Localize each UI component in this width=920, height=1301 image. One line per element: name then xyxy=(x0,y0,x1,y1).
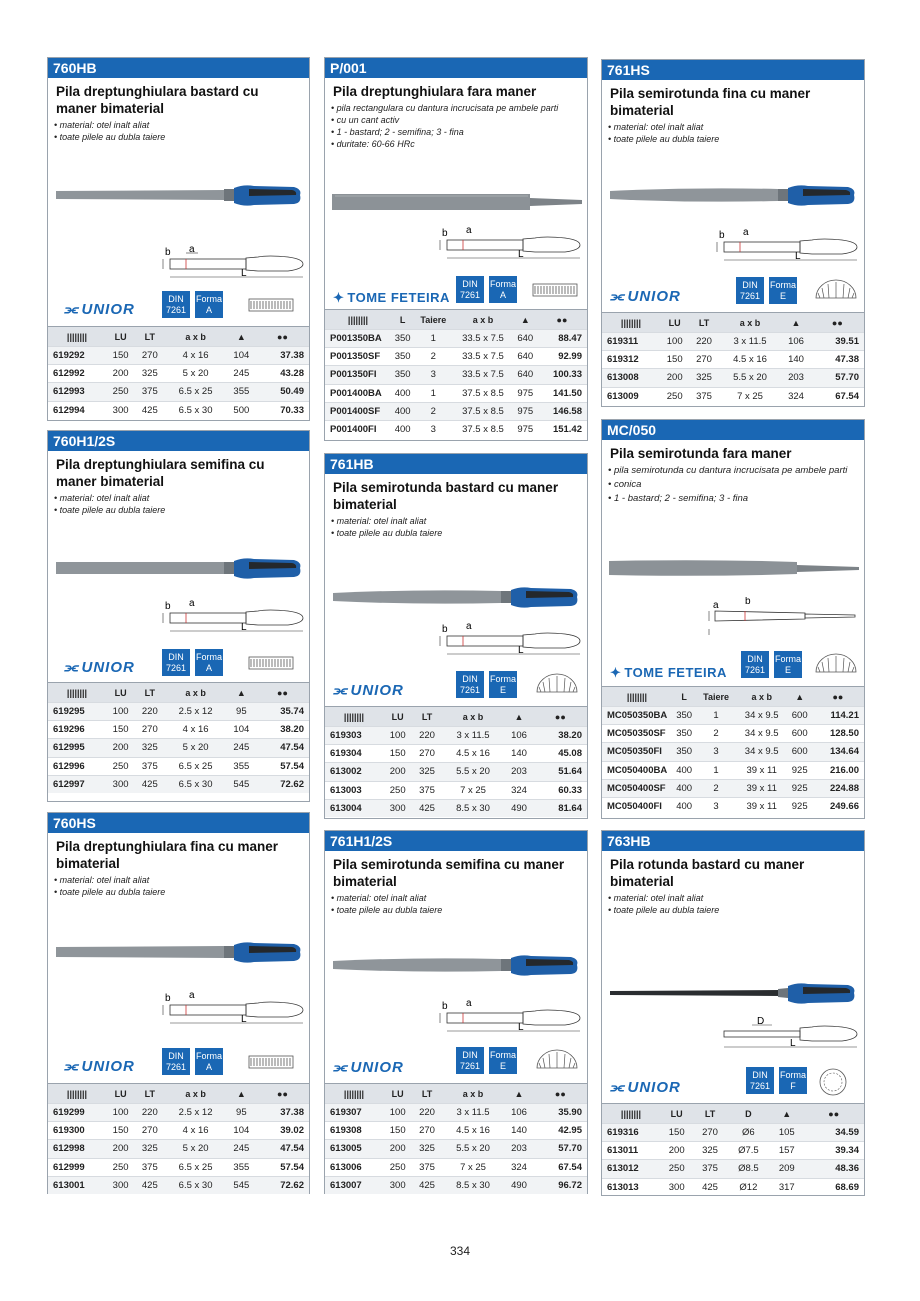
svg-text:L: L xyxy=(795,251,801,262)
file-with-handle-image xyxy=(54,556,304,581)
price-coins-icon: ●● xyxy=(256,683,309,703)
weight-icon: ▲ xyxy=(504,1084,533,1104)
svg-text:L: L xyxy=(518,645,524,656)
forma-badge: Forma A xyxy=(195,1048,223,1075)
product-title: Pila semirotunda fina cu maner bimaterial xyxy=(610,86,811,118)
brand-logo-unior: ⫘ UNIOR xyxy=(610,288,681,305)
table-row: 613008 200 325 5.5 x 20 203 57.70 xyxy=(602,369,864,387)
price-coins-icon: ●● xyxy=(812,687,864,707)
bullet: • toate pilele au dubla taiere xyxy=(331,528,443,538)
table-row: 613009 250 375 7 x 25 324 67.54 xyxy=(602,387,864,405)
spec-table: |||||||| LU LT a x b ▲ ●● 619311 100 220 3 x 11.5 106 39.51 619312 150 270 4.5 x 16 140 47.38 613008 200 325 5.5 x 20 203 57.70 613009 250 375 7 x 25 324 67.54 xyxy=(602,312,864,405)
svg-text:b: b xyxy=(165,993,171,1004)
table-row: 613007 300 425 8.5 x 30 490 96.72 xyxy=(325,1176,587,1194)
svg-text:a: a xyxy=(743,228,749,238)
spec-table: |||||||| LU LT a x b ▲ ●● 619292 150 270 4 x 16 104 37.38 612992 200 325 5 x 20 245 43.28 612993 250 375 6.5 x 25 355 50.49 612994 300 425 6.5 x 30 500 70.33 xyxy=(48,326,309,419)
dimension-diagram xyxy=(158,245,308,285)
bullet: • material: otel inalt aliat xyxy=(608,122,704,132)
table-row: 613013 300 425 Ø12 317 68.69 xyxy=(602,1178,864,1196)
weight-icon: ▲ xyxy=(227,1084,256,1104)
table-row: 619311 100 220 3 x 11.5 106 39.51 xyxy=(602,333,864,351)
brand-logo-unior: ⫘ UNIOR xyxy=(333,682,404,699)
spec-table: |||||||| LU LT a x b ▲ ●● 619307 100 220 3 x 11.5 106 35.90 619308 150 270 4.5 x 16 140 42.95 613005 200 325 5.5 x 20 203 57.70 613006 250 375 7 x 25 324 67.54 613007 300 425 8.5 x 30 490 96.72 xyxy=(325,1083,587,1194)
product-card-761hb xyxy=(324,453,588,819)
product-card-760hb xyxy=(47,57,310,421)
product-title: Pila semirotunda bastard cu maner bimaterial xyxy=(333,480,559,512)
price-coins-icon: ●● xyxy=(534,707,587,727)
product-code: 760HB xyxy=(48,58,309,78)
svg-text:b: b xyxy=(165,601,171,612)
weight-icon: ▲ xyxy=(514,310,537,330)
bullet: • toate pilele au dubla taiere xyxy=(54,132,166,142)
table-row: MC050400BA 400 1 39 x 11 925 216.00 xyxy=(602,761,864,779)
table-row: 613012 250 375 Ø8.5 209 48.36 xyxy=(602,1160,864,1178)
table-row: 613002 200 325 5.5 x 20 203 51.64 xyxy=(325,763,587,781)
standard-badges xyxy=(162,649,223,676)
spec-table: |||||||| LU LT a x b ▲ ●● 619295 100 220 2.5 x 12 95 35.74 619296 150 270 4 x 16 104 38.20 612995 200 325 5 x 20 245 47.54 612996 250 375 6.5 x 25 355 57.54 612997 300 425 6.5 x 30 545 72.62 xyxy=(48,682,309,793)
unior-logo-icon: ⫘ xyxy=(64,659,79,676)
svg-text:a: a xyxy=(466,226,472,236)
table-row: 619316 150 270 Ø6 105 34.59 xyxy=(602,1124,864,1142)
bullet: • toate pilele au dubla taiere xyxy=(54,887,166,897)
product-card-763hb xyxy=(601,830,865,1196)
cut-pattern-rect-icon xyxy=(248,1055,294,1069)
weight-icon: ▲ xyxy=(227,683,256,703)
brand-logo-unior: ⫘ UNIOR xyxy=(333,1059,404,1076)
bullet: • pila rectangulara cu dantura incrucisata pe ambele parti xyxy=(331,103,559,113)
price-coins-icon: ●● xyxy=(537,310,587,330)
din-badge: DIN 7261 xyxy=(162,649,190,676)
table-row: P001400SF 400 2 37.5 x 8.5 975 146.58 xyxy=(325,402,587,420)
cut-pattern-rect-icon xyxy=(248,298,294,312)
table-row: MC050400SF 400 2 39 x 11 925 224.88 xyxy=(602,779,864,797)
spec-table: |||||||| LU LT D ▲ ●● 619316 150 270 Ø6 105 34.59 613011 200 325 Ø7.5 157 39.34 613012 250 375 Ø8.5 209 48.36 613013 300 425 Ø12 317 68.69 xyxy=(602,1103,864,1196)
barcode-icon: |||||||| xyxy=(48,1084,106,1104)
standard-badges xyxy=(456,276,517,303)
svg-text:L: L xyxy=(518,1022,524,1033)
product-bullets xyxy=(48,117,309,143)
bullet: • 1 - bastard; 2 - semifina; 3 - fina xyxy=(608,493,749,504)
table-row: 612996 250 375 6.5 x 25 355 57.54 xyxy=(48,757,309,775)
price-coins-icon: ●● xyxy=(811,313,864,333)
table-row: P001350SF 350 2 33.5 x 7.5 640 92.99 xyxy=(325,348,587,366)
barcode-icon: |||||||| xyxy=(325,310,391,330)
standard-badges xyxy=(741,651,802,678)
barcode-icon: |||||||| xyxy=(325,1084,383,1104)
product-bullets xyxy=(602,890,864,916)
bullet: • material: otel inalt aliat xyxy=(608,893,704,903)
dimension-diagram xyxy=(435,226,585,266)
bullet: • material: otel inalt aliat xyxy=(54,493,150,503)
product-code: 760HS xyxy=(48,813,309,833)
table-row: 619307 100 220 3 x 11.5 106 35.90 xyxy=(325,1104,587,1122)
cut-pattern-rect-icon xyxy=(248,656,294,670)
price-coins-icon: ●● xyxy=(256,327,309,347)
product-code: 763HB xyxy=(602,831,864,851)
product-card-p001 xyxy=(324,57,588,441)
file-with-handle-image xyxy=(608,981,858,1006)
table-row: P001400BA 400 1 37.5 x 8.5 975 141.50 xyxy=(325,384,587,402)
brand-logo-unior: ⫘ UNIOR xyxy=(64,1058,135,1075)
table-row: 613006 250 375 7 x 25 324 67.54 xyxy=(325,1158,587,1176)
standard-badges xyxy=(456,1047,517,1074)
product-card-760hs xyxy=(47,812,310,1194)
standard-badges xyxy=(736,277,797,304)
table-row: 619299 100 220 2.5 x 12 95 37.38 xyxy=(48,1104,309,1122)
table-row: MC050400FI 400 3 39 x 11 925 249.66 xyxy=(602,797,864,815)
forma-badge: Forma F xyxy=(779,1067,807,1094)
bullet: • toate pilele au dubla taiere xyxy=(608,905,720,915)
forma-badge: Forma E xyxy=(489,671,517,698)
unior-logo-icon: ⫘ xyxy=(610,1079,625,1096)
barcode-icon: |||||||| xyxy=(325,707,383,727)
cut-pattern-round-icon xyxy=(818,1067,848,1097)
product-code: 761HS xyxy=(602,60,864,80)
dimension-diagram xyxy=(712,228,862,268)
svg-text:b: b xyxy=(442,228,448,239)
bullet: • cu un cant activ xyxy=(331,115,400,125)
bullet: • conica xyxy=(608,479,642,490)
bullet: • material: otel inalt aliat xyxy=(54,120,150,130)
svg-text:L: L xyxy=(518,249,524,260)
dimension-diagram xyxy=(705,597,860,637)
table-row: P001400FI 400 3 37.5 x 8.5 975 151.42 xyxy=(325,420,587,438)
table-row: 612993 250 375 6.5 x 25 355 50.49 xyxy=(48,383,309,401)
table-row: MC050350SF 350 2 34 x 9.5 600 128.50 xyxy=(602,725,864,743)
table-row: 613005 200 325 5.5 x 20 203 57.70 xyxy=(325,1140,587,1158)
svg-text:L: L xyxy=(790,1038,796,1049)
product-card-mc050 xyxy=(601,419,865,819)
svg-text:a: a xyxy=(713,600,719,611)
product-title: Pila rotunda bastard cu maner bimaterial xyxy=(610,857,805,889)
table-row: 619296 150 270 4 x 16 104 38.20 xyxy=(48,721,309,739)
file-without-handle-image xyxy=(607,558,862,578)
product-code: 761HB xyxy=(325,454,587,474)
file-without-handle-image xyxy=(330,191,585,213)
table-row: 612994 300 425 6.5 x 30 500 70.33 xyxy=(48,401,309,419)
cut-pattern-halfround-icon xyxy=(535,1048,579,1070)
product-card-761h12s xyxy=(324,830,588,1194)
price-coins-icon: ●● xyxy=(534,1084,587,1104)
unior-logo-icon: ⫘ xyxy=(333,682,348,699)
unior-logo-icon: ⫘ xyxy=(610,288,625,305)
product-title: Pila dreptunghiulara fina cu maner bimaterial xyxy=(56,839,279,871)
barcode-icon: |||||||| xyxy=(48,327,106,347)
unior-logo-icon: ⫘ xyxy=(64,301,79,318)
bullet: • material: otel inalt aliat xyxy=(54,875,150,885)
table-row: 619292 150 270 4 x 16 104 37.38 xyxy=(48,347,309,365)
file-with-handle-image xyxy=(54,940,304,965)
bullet: • toate pilele au dubla taiere xyxy=(331,905,443,915)
product-title: Pila semirotunda fara maner xyxy=(610,446,792,461)
table-row: 613003 250 375 7 x 25 324 60.33 xyxy=(325,781,587,799)
weight-icon: ▲ xyxy=(788,687,812,707)
standard-badges xyxy=(456,671,517,698)
weight-icon: ▲ xyxy=(770,1104,803,1124)
table-row: 619312 150 270 4.5 x 16 140 47.38 xyxy=(602,351,864,369)
product-code: 760H1/2S xyxy=(48,431,309,451)
din-badge: DIN 7261 xyxy=(162,1048,190,1075)
price-coins-icon: ●● xyxy=(803,1104,864,1124)
bullet: • material: otel inalt aliat xyxy=(331,893,427,903)
product-bullets xyxy=(48,490,309,516)
din-badge: DIN 7261 xyxy=(736,277,764,304)
din-badge: DIN 7261 xyxy=(162,291,190,318)
dimension-diagram xyxy=(158,991,308,1031)
spec-table: |||||||| L Taiere a x b ▲ ●● MC050350BA 350 1 34 x 9.5 600 114.21 MC050350SF 350 2 34 x 9.5 600 128.50 MC050350FI 350 3 34 x 9.5 600 134.64 MC050400BA 400 1 39 x 11 925 216.00 MC050400SF 400 2 39 x 11 925 224.88 MC050400FI 400 3 39 x 11 925 249.66 xyxy=(602,686,864,816)
standard-badges xyxy=(162,1048,223,1075)
din-badge: DIN 7261 xyxy=(456,276,484,303)
din-badge: DIN 7261 xyxy=(741,651,769,678)
unior-logo-icon: ⫘ xyxy=(64,1058,79,1075)
weight-icon: ▲ xyxy=(781,313,810,333)
dimension-diagram xyxy=(158,599,308,639)
brand-logo-unior: ⫘ UNIOR xyxy=(64,659,135,676)
forma-badge: Forma E xyxy=(774,651,802,678)
product-code: MC/050 xyxy=(602,420,864,440)
svg-text:b: b xyxy=(442,624,448,635)
table-row: 619295 100 220 2.5 x 12 95 35.74 xyxy=(48,703,309,721)
product-title: Pila semirotunda semifina cu maner bimaterial xyxy=(333,857,565,889)
din-badge: DIN 7261 xyxy=(746,1067,774,1094)
svg-text:b: b xyxy=(719,230,725,241)
price-coins-icon: ●● xyxy=(256,1084,309,1104)
standard-badges xyxy=(162,291,223,318)
spec-table: |||||||| LU LT a x b ▲ ●● 619299 100 220 2.5 x 12 95 37.38 619300 150 270 4 x 16 104 39.02 612998 200 325 5 x 20 245 47.54 612999 250 375 6.5 x 25 355 57.54 613001 300 425 6.5 x 30 545 72.62 xyxy=(48,1083,309,1194)
cut-pattern-halfround-icon xyxy=(814,278,858,300)
bullet: • toate pilele au dubla taiere xyxy=(54,505,166,515)
standard-badges xyxy=(746,1067,807,1094)
dimension-diagram xyxy=(712,1015,862,1055)
bullet: • material: otel inalt aliat xyxy=(331,516,427,526)
bullet: • 1 - bastard; 2 - semifina; 3 - fina xyxy=(331,127,464,137)
page-number: 334 xyxy=(449,1244,471,1258)
tome-feteira-logo-icon: ✦ xyxy=(610,665,622,680)
svg-text:a: a xyxy=(466,999,472,1009)
file-with-handle-image xyxy=(608,183,858,208)
product-card-761hs xyxy=(601,59,865,407)
file-with-handle-image xyxy=(331,585,581,610)
forma-badge: Forma E xyxy=(769,277,797,304)
table-row: P001350FI 350 3 33.5 x 7.5 640 100.33 xyxy=(325,366,587,384)
barcode-icon: |||||||| xyxy=(602,1104,660,1124)
table-row: 612998 200 325 5 x 20 245 47.54 xyxy=(48,1140,309,1158)
table-row: MC050350FI 350 3 34 x 9.5 600 134.64 xyxy=(602,743,864,761)
cut-pattern-rect-icon xyxy=(532,283,578,297)
svg-text:D: D xyxy=(757,1016,765,1027)
product-bullets xyxy=(325,513,587,539)
barcode-icon: |||||||| xyxy=(602,313,660,333)
weight-icon: ▲ xyxy=(504,707,533,727)
table-row: 613001 300 425 6.5 x 30 545 72.62 xyxy=(48,1176,309,1194)
product-title: Pila dreptunghiulara fara maner xyxy=(333,84,537,99)
forma-badge: Forma A xyxy=(195,649,223,676)
bullet: • pila semirotunda cu dantura incrucisata pe ambele parti xyxy=(608,465,848,476)
product-code: P/001 xyxy=(325,58,587,78)
svg-text:a: a xyxy=(466,622,472,632)
table-row: 619308 150 270 4.5 x 16 140 42.95 xyxy=(325,1122,587,1140)
svg-text:L: L xyxy=(241,622,247,633)
spec-table: |||||||| L Taiere a x b ▲ ●● P001350BA 350 1 33.5 x 7.5 640 88.47 P001350SF 350 2 33.5 x 7.5 640 92.99 P001350FI 350 3 33.5 x 7.5 640 100.33 P001400BA 400 1 37.5 x 8.5 975 141.50 P001400SF 400 2 37.5 x 8.5 975 146.58 P001400FI 400 3 37.5 x 8.5 975 151.42 xyxy=(325,309,587,439)
table-row: 612997 300 425 6.5 x 30 545 72.62 xyxy=(48,775,309,793)
product-bullets xyxy=(602,462,864,506)
forma-badge: Forma E xyxy=(489,1047,517,1074)
brand-logo-unior: ⫘ UNIOR xyxy=(610,1079,681,1096)
dimension-diagram xyxy=(435,999,585,1039)
product-card-760h12s xyxy=(47,430,310,802)
cut-pattern-halfround-icon xyxy=(814,652,858,674)
unior-logo-icon: ⫘ xyxy=(333,1059,348,1076)
table-row: MC050350BA 350 1 34 x 9.5 600 114.21 xyxy=(602,707,864,725)
weight-icon: ▲ xyxy=(227,327,256,347)
product-bullets xyxy=(602,119,864,145)
table-row: 612999 250 375 6.5 x 25 355 57.54 xyxy=(48,1158,309,1176)
product-title: Pila dreptunghiulara semifina cu maner bimaterial xyxy=(56,457,265,489)
product-code: 761H1/2S xyxy=(325,831,587,851)
brand-logo-tome-feteira: ✦ TOME FETEIRA xyxy=(333,290,450,305)
barcode-icon: |||||||| xyxy=(48,683,106,703)
table-row: P001350BA 350 1 33.5 x 7.5 640 88.47 xyxy=(325,330,587,348)
file-with-handle-image xyxy=(331,953,581,978)
brand-logo-unior: ⫘ UNIOR xyxy=(64,301,135,318)
din-badge: DIN 7261 xyxy=(456,1047,484,1074)
din-badge: DIN 7261 xyxy=(456,671,484,698)
product-title: Pila dreptunghiulara bastard cu maner bimaterial xyxy=(56,84,259,116)
forma-badge: Forma A xyxy=(195,291,223,318)
table-row: 612995 200 325 5 x 20 245 47.54 xyxy=(48,739,309,757)
product-bullets xyxy=(325,100,587,150)
table-row: 613011 200 325 Ø7.5 157 39.34 xyxy=(602,1142,864,1160)
file-with-handle-image xyxy=(54,183,304,208)
dimension-diagram xyxy=(435,622,585,662)
table-row: 612992 200 325 5 x 20 245 43.28 xyxy=(48,365,309,383)
cut-pattern-halfround-icon xyxy=(535,672,579,694)
tome-feteira-logo-icon: ✦ xyxy=(333,290,345,305)
dim-label-a: a xyxy=(189,245,195,255)
svg-text:a: a xyxy=(189,599,195,609)
dim-label-L: L xyxy=(241,268,247,279)
spec-table: |||||||| LU LT a x b ▲ ●● 619303 100 220 3 x 11.5 106 38.20 619304 150 270 4.5 x 16 140 45.08 613002 200 325 5.5 x 20 203 51.64 613003 250 375 7 x 25 324 60.33 613004 300 425 8.5 x 30 490 81.64 xyxy=(325,706,587,817)
brand-logo-tome-feteira: ✦ TOME FETEIRA xyxy=(610,665,727,680)
bullet: • toate pilele au dubla taiere xyxy=(608,134,720,144)
barcode-icon: |||||||| xyxy=(602,687,672,707)
dim-label-b: b xyxy=(165,247,171,258)
table-row: 619303 100 220 3 x 11.5 106 38.20 xyxy=(325,727,587,745)
svg-text:b: b xyxy=(442,1001,448,1012)
svg-text:L: L xyxy=(241,1014,247,1025)
bullet: • duritate: 60-66 HRc xyxy=(331,139,415,149)
product-bullets xyxy=(325,890,587,916)
svg-text:b: b xyxy=(745,597,751,607)
product-bullets xyxy=(48,872,309,898)
table-row: 619300 150 270 4 x 16 104 39.02 xyxy=(48,1122,309,1140)
forma-badge: Forma A xyxy=(489,276,517,303)
svg-text:a: a xyxy=(189,991,195,1001)
table-row: 619304 150 270 4.5 x 16 140 45.08 xyxy=(325,745,587,763)
table-row: 613004 300 425 8.5 x 30 490 81.64 xyxy=(325,799,587,817)
